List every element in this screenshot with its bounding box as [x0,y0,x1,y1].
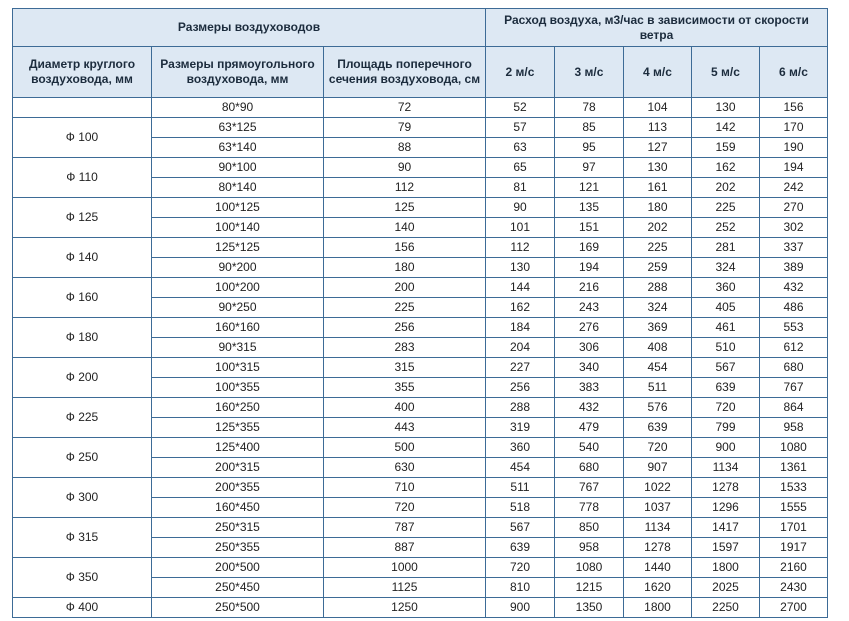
flow-2-cell: 162 [486,298,555,318]
flow-5-cell: 2250 [692,598,760,618]
rect-size-cell: 90*200 [152,258,324,278]
flow-4-cell: 1620 [624,578,692,598]
flow-4-cell: 1022 [624,478,692,498]
flow-2-cell: 144 [486,278,555,298]
area-cell: 72 [324,98,486,118]
flow-4-cell: 127 [624,138,692,158]
flow-6-cell: 1361 [760,458,828,478]
flow-5-cell: 360 [692,278,760,298]
flow-4-cell: 161 [624,178,692,198]
rect-size-cell: 100*315 [152,358,324,378]
area-cell: 720 [324,498,486,518]
flow-3-cell: 276 [555,318,624,338]
rect-size-cell: 90*100 [152,158,324,178]
rect-size-cell: 100*125 [152,198,324,218]
flow-3-cell: 194 [555,258,624,278]
table-row [13,478,828,498]
table-row [13,278,828,298]
flow-5-cell: 461 [692,318,760,338]
flow-6-cell: 2160 [760,558,828,578]
flow-4-cell: 511 [624,378,692,398]
rect-size-cell: 160*450 [152,498,324,518]
flow-5-cell: 1597 [692,538,760,558]
flow-6-cell: 612 [760,338,828,358]
flow-3-cell: 479 [555,418,624,438]
flow-4-cell: 369 [624,318,692,338]
rect-size-cell: 160*160 [152,318,324,338]
flow-5-cell: 202 [692,178,760,198]
flow-3-cell: 78 [555,98,624,118]
flow-6-cell: 194 [760,158,828,178]
rect-size-cell: 250*315 [152,518,324,538]
rect-size-cell: 100*200 [152,278,324,298]
area-cell: 90 [324,158,486,178]
diameter-cell [13,98,152,118]
flow-3-cell: 1215 [555,578,624,598]
table-row [13,558,828,578]
flow-2-cell: 810 [486,578,555,598]
flow-4-cell: 130 [624,158,692,178]
flow-6-cell: 767 [760,378,828,398]
diameter-cell: Ф 225 [13,398,152,438]
table-header [13,9,828,98]
area-cell: 315 [324,358,486,378]
rect-size-cell: 63*140 [152,138,324,158]
flow-3-cell: 243 [555,298,624,318]
flow-6-cell: 270 [760,198,828,218]
area-cell: 200 [324,278,486,298]
flow-5-cell: 142 [692,118,760,138]
table-row [13,398,828,418]
flow-2-cell: 65 [486,158,555,178]
rect-size-cell: 125*125 [152,238,324,258]
rect-size-cell: 200*355 [152,478,324,498]
flow-6-cell: 553 [760,318,828,338]
diameter-cell: Ф 110 [13,158,152,198]
area-cell: 283 [324,338,486,358]
flow-6-cell: 1701 [760,518,828,538]
flow-2-cell: 454 [486,458,555,478]
flow-5-cell: 639 [692,378,760,398]
flow-2-cell: 319 [486,418,555,438]
flow-6-cell: 958 [760,418,828,438]
flow-2-cell: 900 [486,598,555,618]
area-cell: 710 [324,478,486,498]
diameter-cell: Ф 315 [13,518,152,558]
diameter-cell: Ф 125 [13,198,152,238]
diameter-cell: Ф 300 [13,478,152,518]
table-row [13,158,828,178]
flow-2-cell: 81 [486,178,555,198]
flow-2-cell: 518 [486,498,555,518]
flow-6-cell: 2700 [760,598,828,618]
flow-3-cell: 340 [555,358,624,378]
rect-size-cell: 160*250 [152,398,324,418]
rect-size-cell: 250*450 [152,578,324,598]
flow-3-cell: 432 [555,398,624,418]
header-group-airflow: Расход воздуха, м3/час в зависимости от скорости ветра [486,9,828,47]
flow-6-cell: 337 [760,238,828,258]
flow-3-cell: 778 [555,498,624,518]
rect-size-cell: 200*500 [152,558,324,578]
diameter-cell: Ф 160 [13,278,152,318]
rect-size-cell: 63*125 [152,118,324,138]
table-row [13,598,828,618]
flow-2-cell: 184 [486,318,555,338]
flow-5-cell: 159 [692,138,760,158]
diameter-cell: Ф 200 [13,358,152,398]
flow-6-cell: 242 [760,178,828,198]
flow-5-cell: 281 [692,238,760,258]
flow-3-cell: 95 [555,138,624,158]
area-cell: 500 [324,438,486,458]
header-group-duct-sizes: Размеры воздуховодов [13,9,486,47]
flow-5-cell: 405 [692,298,760,318]
flow-4-cell: 1134 [624,518,692,538]
flow-4-cell: 639 [624,418,692,438]
rect-size-cell: 200*315 [152,458,324,478]
flow-6-cell: 864 [760,398,828,418]
diameter-cell: Ф 250 [13,438,152,478]
rect-size-cell: 90*250 [152,298,324,318]
area-cell: 1125 [324,578,486,598]
rect-size-cell: 100*140 [152,218,324,238]
table-body [13,98,828,618]
flow-3-cell: 135 [555,198,624,218]
flow-5-cell: 799 [692,418,760,438]
flow-2-cell: 639 [486,538,555,558]
area-cell: 630 [324,458,486,478]
flow-4-cell: 1278 [624,538,692,558]
flow-6-cell: 1555 [760,498,828,518]
table-row [13,238,828,258]
header-area: Площадь поперечного сечения воздуховода, см [324,47,486,98]
flow-2-cell: 360 [486,438,555,458]
flow-5-cell: 162 [692,158,760,178]
rect-size-cell: 250*355 [152,538,324,558]
diameter-cell: Ф 350 [13,558,152,598]
flow-5-cell: 1134 [692,458,760,478]
flow-5-cell: 720 [692,398,760,418]
flow-6-cell: 486 [760,298,828,318]
flow-4-cell: 324 [624,298,692,318]
flow-5-cell: 2025 [692,578,760,598]
flow-2-cell: 511 [486,478,555,498]
area-cell: 225 [324,298,486,318]
area-cell: 79 [324,118,486,138]
rect-size-cell: 100*355 [152,378,324,398]
flow-2-cell: 52 [486,98,555,118]
flow-4-cell: 225 [624,238,692,258]
flow-3-cell: 97 [555,158,624,178]
rect-size-cell: 125*400 [152,438,324,458]
rect-size-cell: 80*140 [152,178,324,198]
diameter-cell: Ф 100 [13,118,152,158]
header-speed-6: 6 м/с [760,47,828,98]
area-cell: 1250 [324,598,486,618]
flow-4-cell: 1800 [624,598,692,618]
flow-3-cell: 85 [555,118,624,138]
diameter-cell: Ф 180 [13,318,152,358]
flow-5-cell: 1800 [692,558,760,578]
flow-3-cell: 121 [555,178,624,198]
area-cell: 140 [324,218,486,238]
area-cell: 400 [324,398,486,418]
flow-5-cell: 567 [692,358,760,378]
flow-2-cell: 720 [486,558,555,578]
flow-2-cell: 112 [486,238,555,258]
area-cell: 156 [324,238,486,258]
table-row [13,358,828,378]
header-speed-3: 3 м/с [555,47,624,98]
flow-3-cell: 540 [555,438,624,458]
duct-airflow-table [12,8,828,618]
flow-5-cell: 324 [692,258,760,278]
area-cell: 112 [324,178,486,198]
flow-3-cell: 151 [555,218,624,238]
flow-5-cell: 252 [692,218,760,238]
flow-6-cell: 1080 [760,438,828,458]
flow-2-cell: 90 [486,198,555,218]
flow-6-cell: 156 [760,98,828,118]
flow-4-cell: 907 [624,458,692,478]
flow-3-cell: 680 [555,458,624,478]
diameter-cell: Ф 400 [13,598,152,618]
flow-3-cell: 169 [555,238,624,258]
area-cell: 787 [324,518,486,538]
flow-4-cell: 104 [624,98,692,118]
flow-3-cell: 850 [555,518,624,538]
flow-6-cell: 432 [760,278,828,298]
area-cell: 256 [324,318,486,338]
flow-6-cell: 170 [760,118,828,138]
flow-5-cell: 510 [692,338,760,358]
flow-5-cell: 130 [692,98,760,118]
flow-3-cell: 958 [555,538,624,558]
flow-6-cell: 389 [760,258,828,278]
flow-2-cell: 256 [486,378,555,398]
area-cell: 88 [324,138,486,158]
flow-6-cell: 1917 [760,538,828,558]
flow-2-cell: 204 [486,338,555,358]
flow-3-cell: 306 [555,338,624,358]
flow-2-cell: 130 [486,258,555,278]
rect-size-cell: 90*315 [152,338,324,358]
flow-6-cell: 302 [760,218,828,238]
rect-size-cell: 125*355 [152,418,324,438]
flow-3-cell: 767 [555,478,624,498]
flow-4-cell: 576 [624,398,692,418]
flow-2-cell: 288 [486,398,555,418]
flow-2-cell: 101 [486,218,555,238]
flow-3-cell: 216 [555,278,624,298]
flow-4-cell: 259 [624,258,692,278]
diameter-cell: Ф 140 [13,238,152,278]
flow-2-cell: 57 [486,118,555,138]
flow-4-cell: 113 [624,118,692,138]
flow-2-cell: 63 [486,138,555,158]
area-cell: 125 [324,198,486,218]
table-row [13,198,828,218]
flow-3-cell: 383 [555,378,624,398]
header-diameter: Диаметр круглого воздуховода, мм [13,47,152,98]
rect-size-cell: 80*90 [152,98,324,118]
header-speed-2: 2 м/с [486,47,555,98]
area-cell: 1000 [324,558,486,578]
flow-5-cell: 1296 [692,498,760,518]
flow-4-cell: 408 [624,338,692,358]
flow-5-cell: 900 [692,438,760,458]
area-cell: 443 [324,418,486,438]
table-row [13,118,828,138]
header-speed-5: 5 м/с [692,47,760,98]
flow-4-cell: 454 [624,358,692,378]
flow-4-cell: 288 [624,278,692,298]
area-cell: 887 [324,538,486,558]
table-row [13,518,828,538]
header-speed-4: 4 м/с [624,47,692,98]
flow-5-cell: 1278 [692,478,760,498]
table-row [13,98,828,118]
area-cell: 180 [324,258,486,278]
flow-2-cell: 227 [486,358,555,378]
flow-4-cell: 1037 [624,498,692,518]
flow-3-cell: 1350 [555,598,624,618]
table-row [13,438,828,458]
flow-6-cell: 2430 [760,578,828,598]
flow-4-cell: 202 [624,218,692,238]
flow-2-cell: 567 [486,518,555,538]
flow-6-cell: 190 [760,138,828,158]
flow-5-cell: 1417 [692,518,760,538]
header-rect-size: Размеры прямоугольного воздуховода, мм [152,47,324,98]
flow-4-cell: 1440 [624,558,692,578]
flow-4-cell: 180 [624,198,692,218]
flow-5-cell: 225 [692,198,760,218]
table-row [13,318,828,338]
rect-size-cell: 250*500 [152,598,324,618]
flow-3-cell: 1080 [555,558,624,578]
flow-4-cell: 720 [624,438,692,458]
flow-6-cell: 680 [760,358,828,378]
flow-6-cell: 1533 [760,478,828,498]
area-cell: 355 [324,378,486,398]
